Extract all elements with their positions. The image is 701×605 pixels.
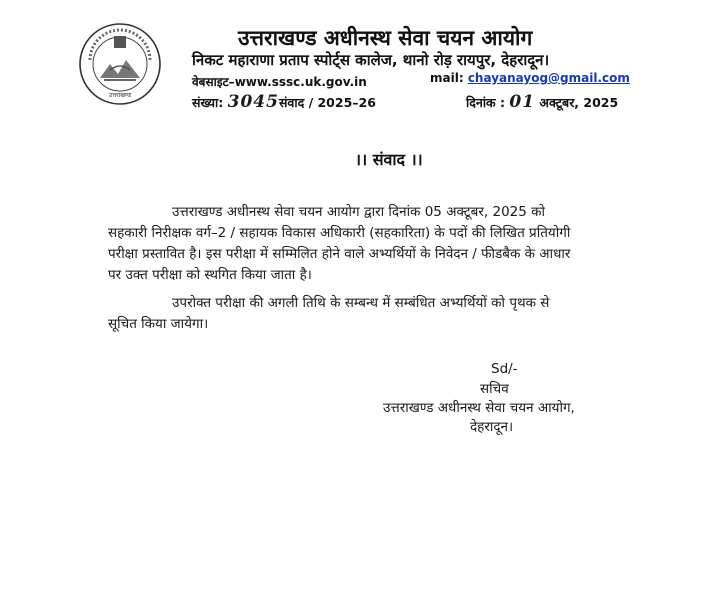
email-line	[430, 71, 630, 85]
signatory-title: सचिव	[480, 381, 509, 397]
notice-body	[108, 202, 663, 335]
reference-number-label: संख्या:	[192, 95, 228, 110]
paragraph-1-line: पर उक्त परीक्षा को स्थगित किया जाता है।	[108, 267, 312, 283]
date-day: 01	[509, 92, 536, 112]
issue-date	[466, 92, 618, 112]
email-label: mail:	[430, 71, 468, 85]
reference-number	[192, 92, 376, 112]
date-label: दिनांक :	[466, 95, 510, 110]
paragraph-1-line: उत्तराखण्ड अधीनस्थ सेवा चयन आयोग द्वारा दिनांक 05 अक्टूबर, 2025 को	[172, 204, 545, 220]
date-month-year: अक्टूबर, 2025	[539, 95, 619, 110]
email-link[interactable]: chayanayog@gmail.com	[467, 71, 630, 85]
signature-sd: Sd/-	[491, 361, 518, 377]
reference-number-suffix: संवाद / 2025–26	[278, 95, 376, 110]
paragraph-1-line: सहकारी निरीक्षक वर्ग–2 / सहायक विकास अधिकारी (सहकारिता) के पदों की लिखित प्रतियोगी	[108, 225, 571, 241]
paragraph-1	[108, 202, 663, 286]
signatory-organization: उत्तराखण्ड अधीनस्थ सेवा चयन आयोग,	[383, 400, 575, 416]
commission-seal-logo	[78, 22, 162, 106]
paragraph-1-line: परीक्षा प्रस्तावित है। इस परीक्षा में सम्मिलित होने वाले अभ्यर्थियों के निवेदन / फीडबैक के आधार	[108, 246, 571, 262]
paragraph-2-line: उपरोक्त परीक्षा की अगली तिथि के सम्बन्ध में सम्बंधित अभ्यर्थियों को पृथक से	[172, 295, 550, 311]
website-label: वेबसाइट–	[192, 75, 235, 89]
paragraph-2-line: सूचित किया जायेगा।	[108, 316, 209, 332]
website-line	[192, 73, 367, 90]
paragraph-2	[108, 293, 663, 335]
notice-subject: ।। संवाद ।।	[355, 150, 423, 169]
organization-address: निकट महाराणा प्रताप स्पोर्ट्स कालेज, थानो रोड़ रायपुर, देहरादून।	[192, 51, 550, 69]
reference-number-value: 3045	[227, 92, 279, 112]
website-url[interactable]: www.sssc.uk.gov.in	[234, 75, 367, 89]
logo-caption: उत्तराखण्ड	[108, 92, 132, 99]
signatory-city: देहरादून।	[470, 419, 514, 435]
organization-name: उत्तराखण्ड अधीनस्थ सेवा चयन आयोग	[238, 26, 533, 50]
